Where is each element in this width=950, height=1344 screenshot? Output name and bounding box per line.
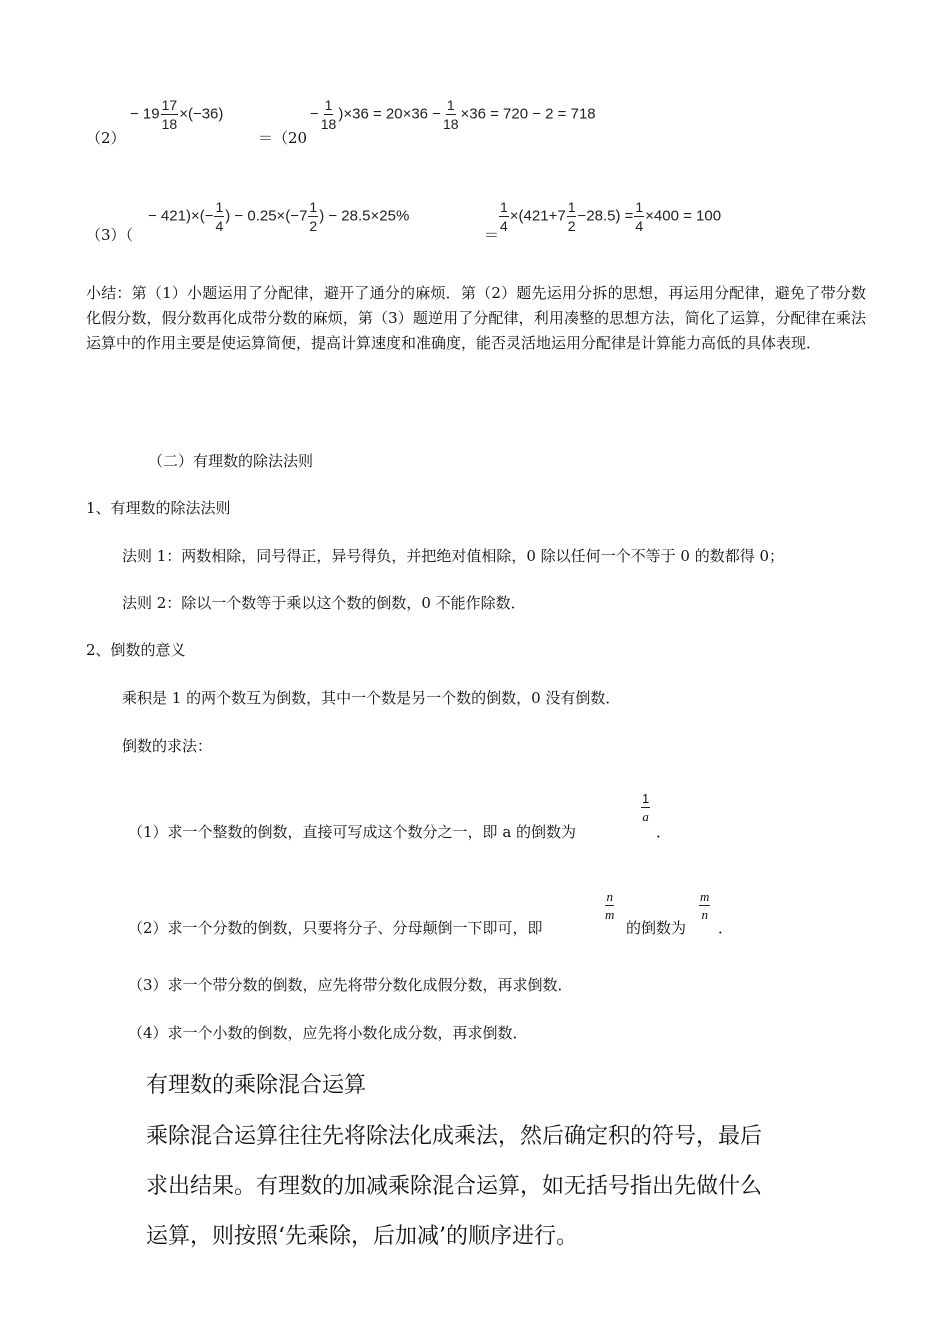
fraction-denominator: m — [605, 907, 615, 922]
fraction — [604, 890, 615, 921]
mixed-fraction — [161, 98, 179, 131]
fraction-denominator: a — [642, 809, 649, 824]
fraction-numerator: 1 — [500, 199, 508, 215]
rule-2: 法则 2：除以一个数等于乘以这个数的倒数，0 不能作除数． — [122, 594, 526, 612]
fraction-numerator: 1 — [635, 199, 644, 215]
example-2-lhs-prefix: − 19 — [130, 105, 160, 123]
fraction-numerator: 1 — [309, 199, 318, 215]
fraction-n-over-m — [603, 890, 616, 921]
fraction-numerator: 1 — [642, 791, 650, 806]
expression-part: ×400 = 100 — [645, 207, 722, 225]
fraction-denominator: 2 — [567, 218, 576, 234]
fraction-denominator: n — [701, 907, 708, 922]
reciprocal-definition: 乘积是 1 的两个数互为倒数，其中一个数是另一个数的倒数，0 没有倒数． — [122, 689, 621, 707]
fraction-denominator: 4 — [500, 218, 508, 234]
fraction-numerator: 1 — [215, 199, 224, 215]
expression-part: ×(421+7 — [509, 207, 566, 225]
fraction-numerator: 1 — [446, 97, 455, 113]
expression-part: ×36 = 720 − 2 = 718 — [460, 105, 596, 123]
fraction-denominator: 2 — [309, 218, 318, 234]
expression-part: ) − 28.5×25% — [319, 207, 410, 225]
fraction — [308, 200, 318, 233]
fraction-numerator: n — [606, 889, 613, 904]
fraction — [641, 792, 650, 823]
expression-part: − 421)×(− — [148, 207, 214, 225]
item-1-heading: 1、有理数的除法法则 — [86, 499, 231, 517]
method-1-text: （1）求一个整数的倒数，直接可写成这个数分之一，即 a 的倒数为 — [128, 823, 577, 841]
method-1 — [128, 822, 576, 842]
fraction-denominator: 18 — [442, 116, 459, 132]
fraction — [320, 98, 338, 131]
item-2-heading: 2、倒数的意义 — [86, 641, 186, 659]
fraction-numerator: 1 — [324, 97, 333, 113]
example-2-equals: ＝（20 — [258, 129, 308, 147]
fraction-numerator: 1 — [567, 199, 576, 215]
summary-paragraph: 小结：第（1）小题运用了分配律，避开了通分的麻烦．第（2）题先运用分拆的思想，再运用分配律，避免了带分数化假分数，假分数再化成带分数的麻烦，第（3）题逆用了分配律，利用凑整的思想方法，简化了运算，分配律在乘法运算中的作用主要是使运算简便，提高计算速度和准确度，能否灵活地运用分配律是计算能力高低的具体表现． — [86, 284, 866, 352]
method-2-end: ． — [718, 919, 734, 937]
fraction-denominator: 18 — [161, 116, 178, 132]
mixed-operations-line-1: 乘除混合运算往往先将除法化成乘法，然后确定积的符号，最后 — [146, 1124, 763, 1149]
fraction — [499, 200, 509, 233]
fraction — [442, 98, 460, 131]
fraction-denominator: 4 — [215, 218, 224, 234]
fraction — [634, 200, 644, 233]
fraction-denominator: 4 — [635, 218, 644, 234]
method-4: （4）求一个小数的倒数，应先将小数化成分数，再求倒数． — [128, 1024, 528, 1042]
fraction-numerator: m — [700, 889, 710, 904]
mixed-operations-title: 有理数的乘除混合运算 — [146, 1073, 367, 1098]
example-2-lhs — [130, 98, 223, 131]
example-3-lhs — [148, 200, 409, 233]
reciprocal-fraction — [640, 792, 651, 823]
fraction-numerator: 17 — [161, 97, 178, 113]
fraction — [567, 200, 577, 233]
rule-1: 法则 1：两数相除，同号得正，异号得负，并把绝对值相除，0 除以任何一个不等于 0 的数都得 0； — [122, 547, 785, 565]
method-heading: 倒数的求法： — [122, 737, 213, 755]
fraction — [699, 890, 710, 921]
example-2-label: （2） — [86, 129, 126, 147]
method-2-text: （2）求一个分数的倒数，只要将分子、分母颠倒一下即可，即 — [128, 919, 543, 937]
fraction-m-over-n — [698, 890, 711, 921]
fraction-denominator: 18 — [320, 116, 337, 132]
mixed-operations-line-2: 求出结果。有理数的加减乘除混合运算，如无括号指出先做什么 — [146, 1174, 763, 1199]
method-3: （3）求一个带分数的倒数，应先将带分数化成假分数，再求倒数． — [128, 976, 573, 994]
minus-sign: − — [310, 105, 319, 123]
example-3-label: （3）（ — [86, 226, 134, 244]
method-2-mid: 的倒数为 — [626, 919, 687, 937]
section-heading: （二）有理数的除法法则 — [148, 452, 314, 470]
expression-part: )×36 = 20×36 − — [338, 105, 441, 123]
expression-part: −28.5) = — [577, 207, 634, 225]
expression-part: ) − 0.25×(−7 — [225, 207, 308, 225]
example-3-equals: ＝ — [484, 226, 500, 244]
mixed-operations-line-3: 运算，则按照‘先乘除，后加减’的顺序进行。 — [146, 1224, 578, 1249]
fraction — [214, 200, 224, 233]
example-2-lhs-suffix: ×(−36) — [179, 105, 224, 123]
example-2-rhs — [310, 98, 596, 131]
method-1-end: ． — [656, 823, 672, 841]
example-3-rhs — [498, 200, 721, 233]
